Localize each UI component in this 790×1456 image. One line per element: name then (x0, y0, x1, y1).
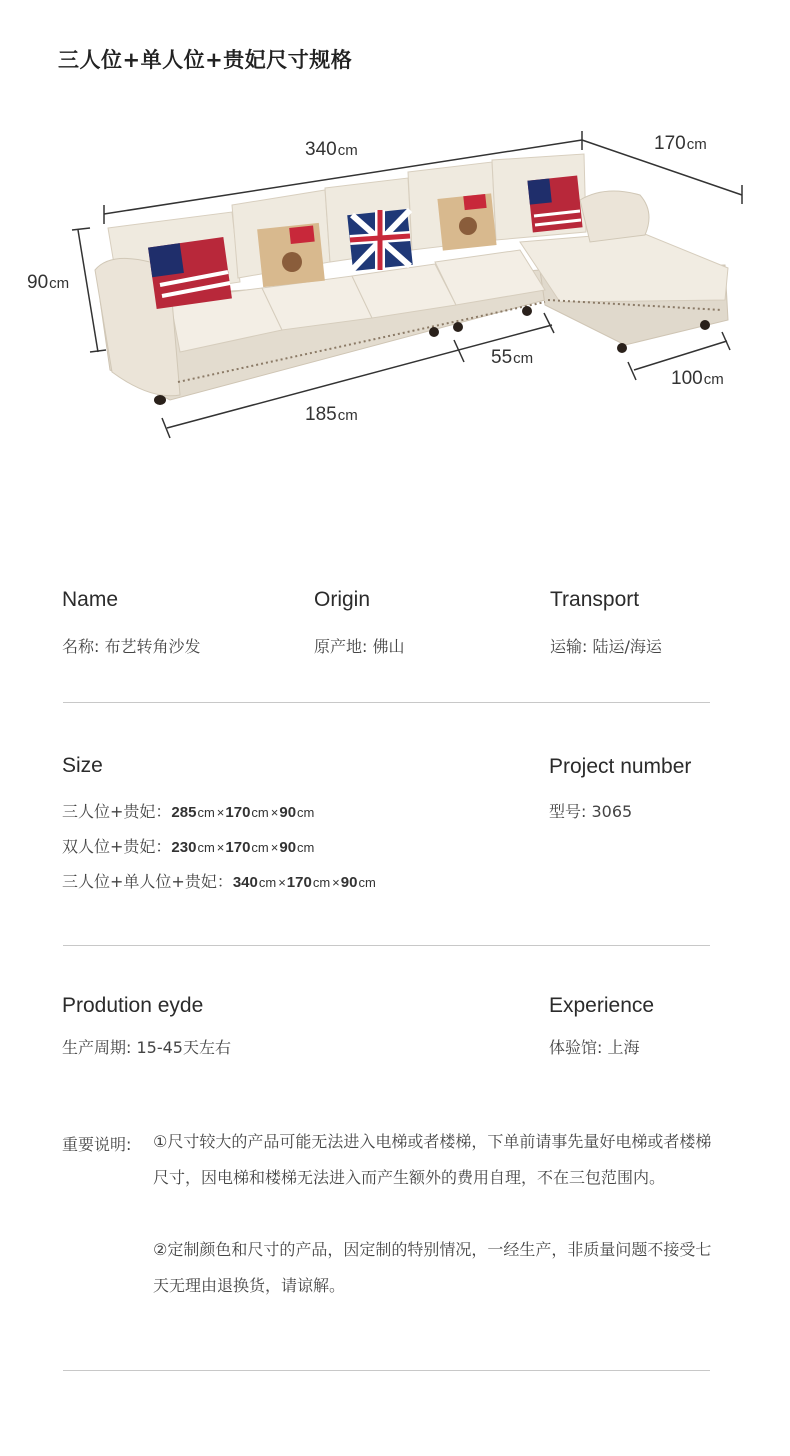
size-row: 三人位+单人位+贵妃：340cm ×170cm ×90cm (62, 872, 376, 891)
origin-heading: Origin (314, 588, 371, 611)
london-pillow-right (437, 193, 496, 250)
divider (63, 702, 710, 703)
project-heading: Project number (549, 755, 692, 778)
dim-tick (544, 313, 554, 333)
divider (63, 1370, 710, 1371)
origin-value: 原产地: 佛山 (314, 637, 405, 656)
right-arm (580, 191, 649, 242)
transport-heading: Transport (550, 588, 640, 611)
production-value: 生产周期: 15-45天左右 (62, 1038, 231, 1057)
note-item: ①尺寸较大的产品可能无法进入电梯或者楼梯，下单前请事先量好电梯或者楼梯尺寸，因电梯和楼梯无法进入而产生额外的费用自理，不在三包范围内。 (153, 1132, 712, 1187)
us-flag-pillow-left (148, 237, 232, 309)
page-title: 三人位+单人位+贵妃尺寸规格 (58, 48, 353, 72)
sofa-leg (429, 327, 439, 337)
dim-line-90 (78, 230, 98, 352)
sofa-leg (522, 306, 532, 316)
transport-value: 运输: 陆运/海运 (550, 637, 662, 656)
divider (63, 945, 710, 946)
london-pillow-left (257, 223, 325, 287)
size-row: 双人位+贵妃：230cm ×170cm ×90cm (62, 837, 315, 856)
sofa-leg (700, 320, 710, 330)
dim-label-185: 185cm (305, 404, 358, 425)
sofa-leg (154, 395, 166, 405)
note-item: ②定制颜色和尺寸的产品，因定制的特别情况，一经生产，非质量问题不接受七天无理由退换货，请谅解。 (153, 1240, 712, 1295)
sofa-illustration (95, 154, 728, 405)
production-heading: Prodution eyde (62, 994, 204, 1017)
dim-tick (628, 362, 636, 380)
dim-tick (90, 350, 106, 352)
dim-label-90: 90cm (27, 272, 70, 293)
name-value: 名称: 布艺转角沙发 (62, 637, 201, 656)
experience-value: 体验馆: 上海 (549, 1038, 640, 1057)
uk-flag-pillow (347, 209, 413, 271)
dim-label-55: 55cm (491, 347, 534, 368)
dim-tick (722, 332, 730, 350)
size-row: 三人位+贵妃：285cm ×170cm ×90cm (62, 802, 315, 821)
sofa-leg (453, 322, 463, 332)
experience-heading: Experience (549, 994, 655, 1017)
us-flag-pillow-right (527, 176, 582, 233)
sofa-dimension-diagram (0, 0, 790, 470)
dim-line-100 (634, 341, 727, 370)
dim-label-340: 340cm (305, 139, 358, 160)
dim-label-170: 170cm (654, 133, 707, 154)
dim-label-100: 100cm (671, 368, 724, 389)
sofa-leg (617, 343, 627, 353)
size-heading: Size (62, 754, 103, 777)
name-heading: Name (62, 588, 119, 611)
dim-tick (72, 228, 90, 230)
project-value: 型号: 3065 (549, 802, 633, 821)
notes-label: 重要说明: (62, 1135, 132, 1154)
